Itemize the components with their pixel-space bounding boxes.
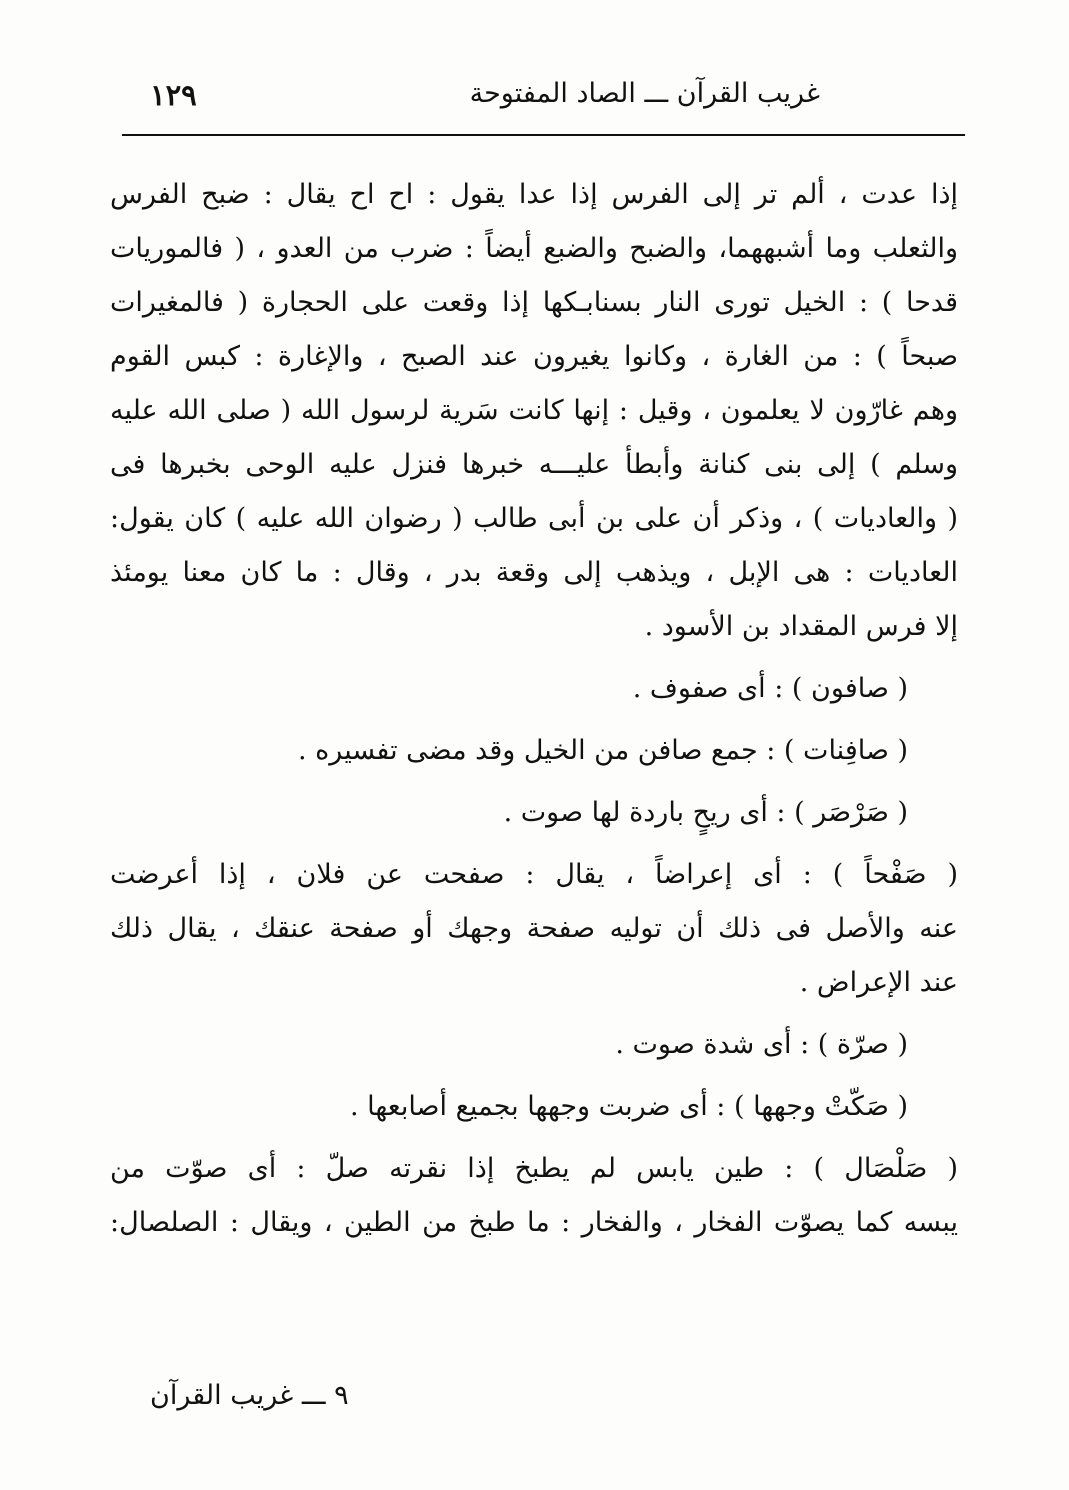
text-line: وسلم ) إلى بنى كنانة وأبطأ عليـــه خبرها فنزل عليه الوحى بخبرها فى [110, 449, 958, 480]
text-line: إذا عدت ، ألم تر إلى الفرس إذا عدا يقول : اح اح يقال : ضبح الفرس [110, 179, 958, 210]
entry-line: ( صَرْصَر ) : أى ريحٍ باردة لها صوت . [503, 797, 908, 828]
text-line: صبحاً ) : من الغارة ، وكانوا يغيرون عند الصبح ، والإغارة : كبس القوم [110, 341, 958, 372]
text-line: وهم غارّون لا يعلمون ، وقيل : إنها كانت سَرية لرسول الله ( صلى الله عليه [110, 395, 958, 426]
text-line: ( صَلْصَال ) : طين يابس لم يطبخ إذا نقرته صلّ : أى صوّت من [110, 1153, 958, 1184]
text-line: والثعلب وما أشبههما، والضبح والضبع أيضاً : ضرب من العدو ، ( فالموريات [110, 233, 958, 264]
signature-mark: ٩ ـــ غريب القرآن [150, 1380, 349, 1411]
text-line: عند الإعراض . [799, 967, 958, 998]
running-title: غريب القرآن ـــ الصاد المفتوحة [469, 78, 820, 109]
text-line: العاديات : هى الإبل ، ويذهب إلى وقعة بدر ، وقال : ما كان معنا يومئذ [110, 557, 958, 588]
header-rule [122, 134, 965, 136]
text-line: قدحا ) : الخيل تورى النار بسنابـكها إذا وقعت على الحجارة ( فالمغيرات [110, 287, 958, 318]
text-line: عنه والأصل فى ذلك أن توليه صفحة وجهك أو صفحة عنقك ، يقال ذلك [110, 913, 958, 944]
page-number: ١٢٩ [150, 78, 197, 112]
entry-line: ( صَكّتْ وجهها ) : أى ضربت وجهها بجميع أصابعها . [349, 1091, 908, 1122]
entry-line: ( صرّة ) : أى شدة صوت . [615, 1029, 908, 1060]
entry-line: ( صافِنات ) : جمع صافن من الخيل وقد مضى تفسيره . [297, 735, 908, 766]
text-line: ( صَفْحاً ) : أى إعراضاً ، يقال : صفحت عن فلان ، إذا أعرضت [110, 859, 958, 890]
entry-line: ( صافون ) : أى صفوف . [632, 673, 908, 704]
page-body [110, 168, 958, 1250]
text-line: ( والعاديات ) ، وذكر أن على بن أبى طالب ( رضوان الله عليه ) كان يقول: [110, 503, 958, 534]
running-header [130, 78, 960, 122]
text-line: يبسه كما يصوّت الفخار ، والفخار : ما طبخ من الطين ، ويقال : الصلصال: [110, 1207, 958, 1238]
text-line: إلا فرس المقداد بن الأسود . [644, 611, 958, 642]
